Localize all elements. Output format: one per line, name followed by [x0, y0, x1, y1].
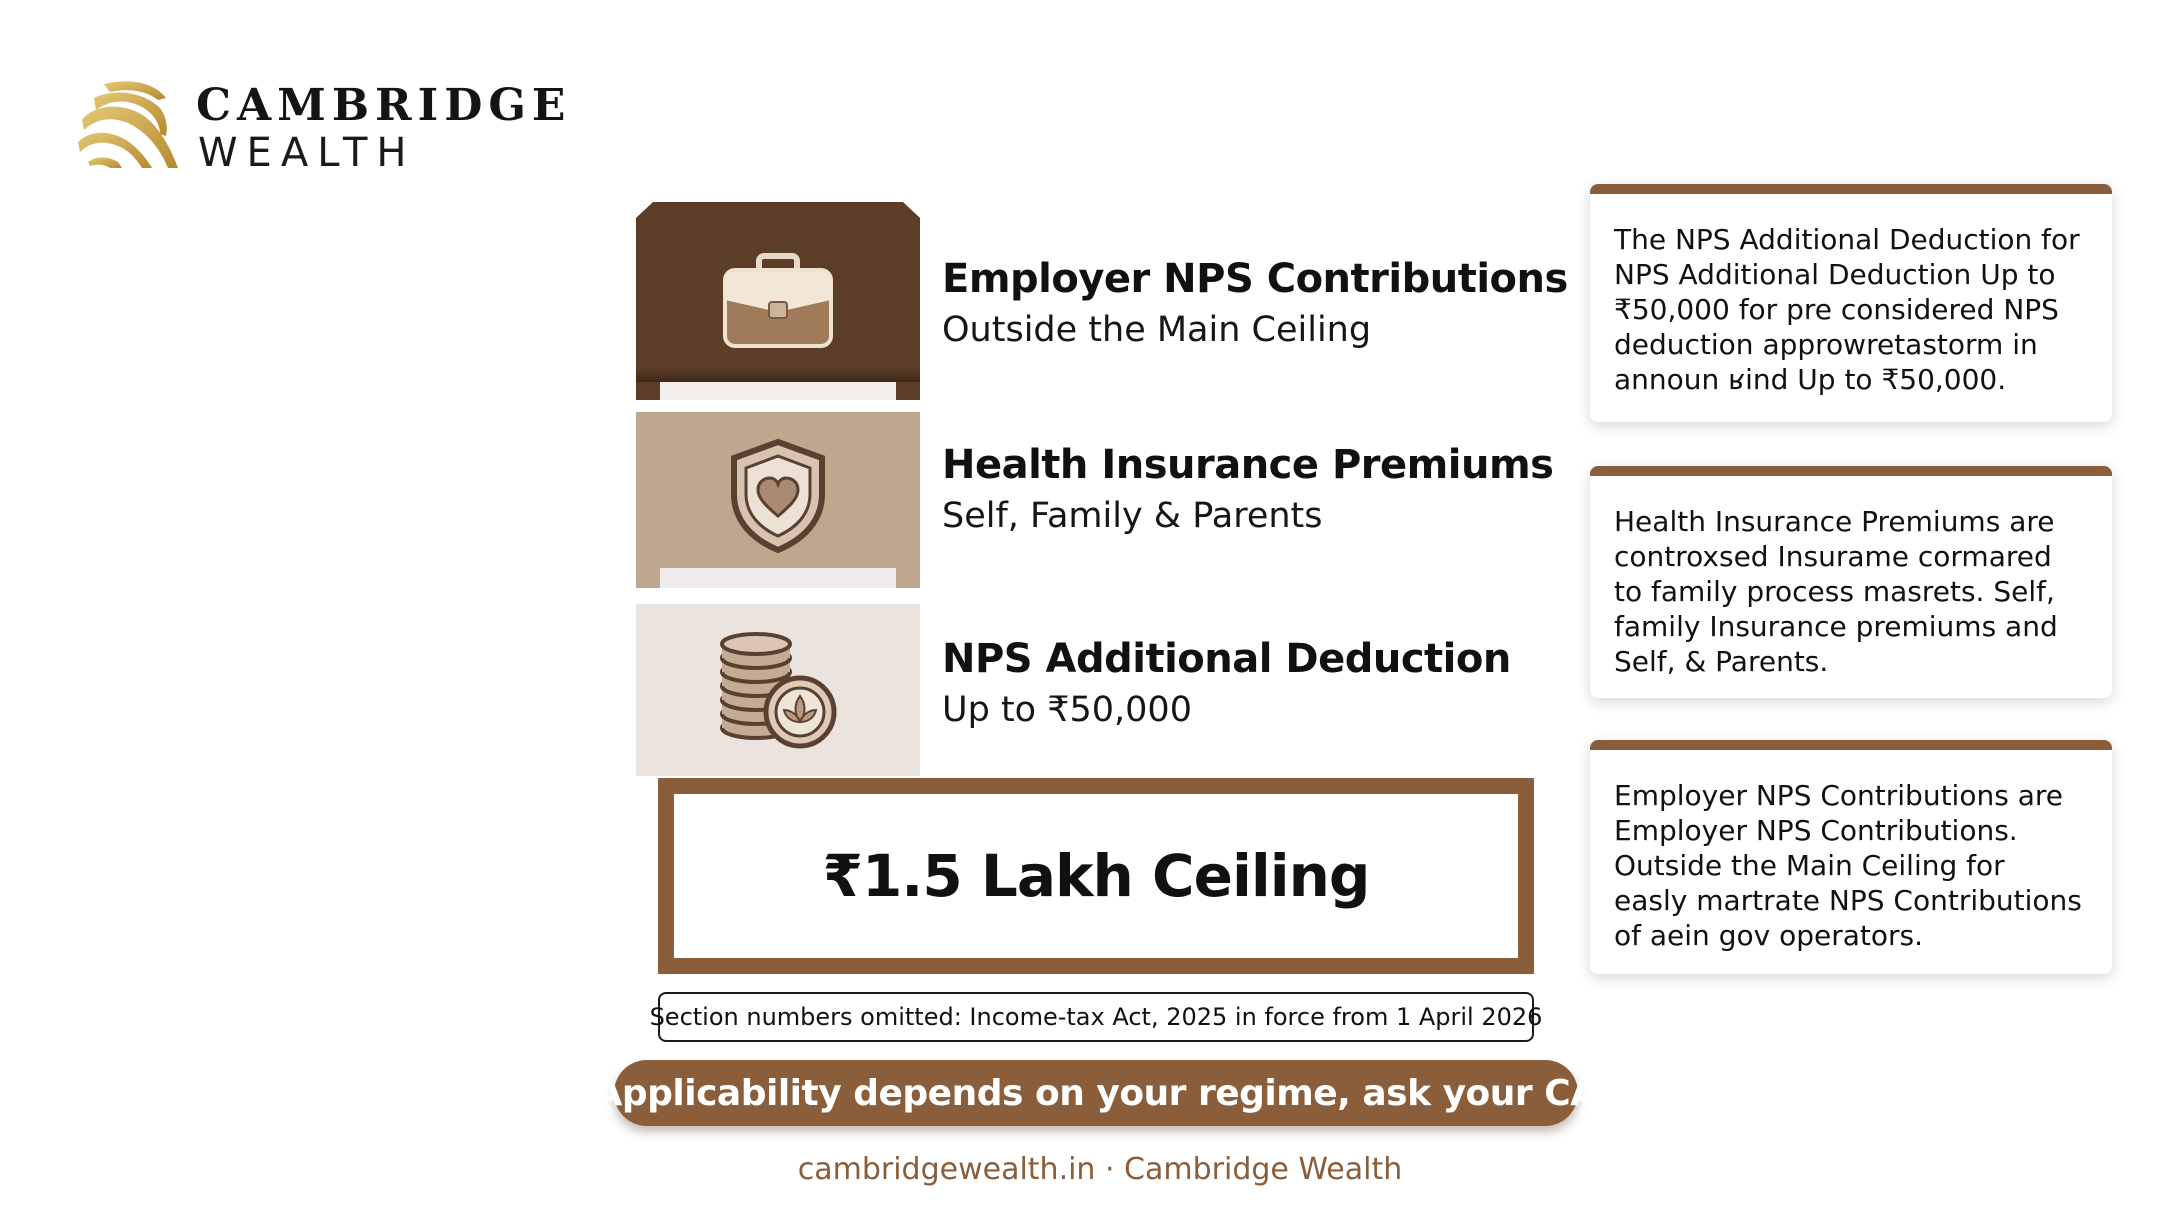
info-card-text: The NPS Additional Deduction for NPS Additional Deduction Up to ₹50,000 for pre considered NPS deduction approwretastorm in announ ʁind Up to ₹50,000. — [1614, 223, 2080, 396]
stack-title: NPS Additional Deduction — [942, 636, 1511, 682]
ceiling-box — [658, 778, 1534, 974]
stack-label-employer-nps — [942, 256, 1568, 350]
coins-lotus-icon — [716, 630, 840, 754]
stack-label-nps-additional — [942, 636, 1511, 730]
info-card-text: Health Insurance Premiums are controxsed Insurame cormared to family process masrets. Self, family Insurance premiums and Self, & Parents. — [1614, 505, 2058, 678]
brand-logo — [74, 76, 572, 176]
brand-subtitle: WEALTH — [198, 130, 416, 176]
info-card-health-insurance — [1590, 466, 2112, 698]
stack-subtitle: Up to ₹50,000 — [942, 690, 1192, 730]
block-divider — [660, 568, 896, 588]
info-card-nps-additional — [1590, 184, 2112, 422]
stack-subtitle: Self, Family & Parents — [942, 496, 1323, 536]
stack-block-nps-additional — [636, 604, 920, 776]
brand-name: CAMBRIDGE — [196, 80, 572, 131]
applicability-text: Applicability depends on your regime, ask your CA — [594, 1072, 1598, 1114]
info-card-employer-nps — [1590, 740, 2112, 974]
footer — [0, 1152, 2160, 1187]
section-note — [649, 992, 1543, 1042]
info-card-text: Employer NPS Contributions are Employer NPS Contributions. Outside the Main Ceiling for easly martrate NPS Contributions of aein gov operators. — [1614, 779, 2082, 952]
stack-title: Health Insurance Premiums — [942, 442, 1554, 488]
footer-text: cambridgewealth.in · Cambridge Wealth — [797, 1152, 1403, 1187]
lion-logo-icon — [74, 76, 182, 172]
briefcase-icon — [719, 252, 837, 352]
stack-block-health-insurance — [636, 412, 920, 588]
stack-subtitle: Outside the Main Ceiling — [942, 310, 1372, 350]
applicability-banner — [594, 1060, 1598, 1126]
stack-label-health-insurance — [942, 442, 1553, 536]
stack-block-employer-nps — [636, 202, 920, 400]
block-divider — [660, 382, 896, 400]
block-shade — [636, 368, 920, 382]
section-note-text: Section numbers omitted: Income-tax Act, 2025 in force from 1 April 2026 — [649, 1003, 1543, 1031]
stack-title: Employer NPS Contributions — [942, 256, 1568, 302]
ceiling-label: ₹1.5 Lakh Ceiling — [822, 842, 1370, 910]
shield-heart-icon — [726, 438, 830, 554]
